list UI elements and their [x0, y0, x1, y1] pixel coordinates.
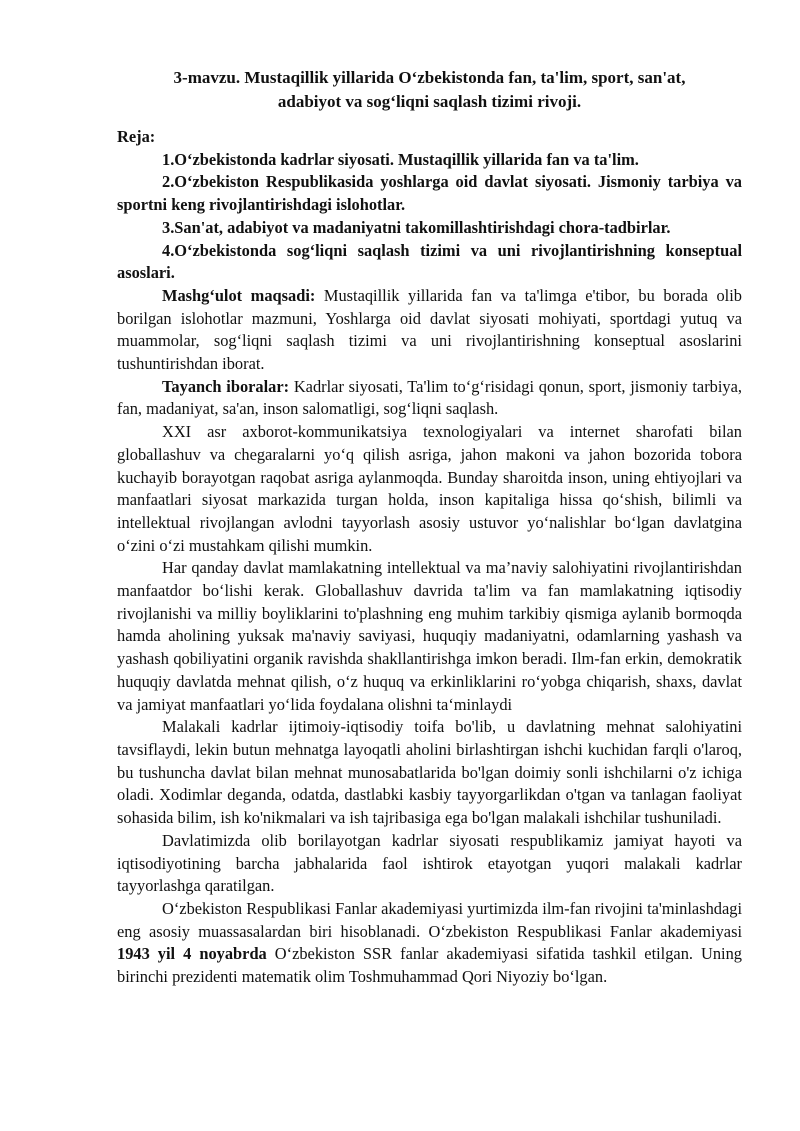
founding-date: 1943 yil 4 noyabrda	[117, 944, 267, 964]
lesson-goal	[117, 285, 742, 376]
plan-item-2: 2.O‘zbekiston Respublikasida yoshlarga oid davlat siyosati. Jismoniy tarbiya va sportni keng rivojlantirishdagi islohotlar.	[117, 172, 742, 215]
keywords	[117, 376, 742, 421]
document-page	[117, 66, 742, 989]
plan-item-3: 3.San'at, adabiyot va madaniyatni takomillashtirishdagi chora-tadbirlar.	[162, 217, 671, 237]
paragraph-4: Davlatimizda olib borilayotgan kadrlar siyosati respublikamiz jamiyat hayoti va iqtisodiyotining barcha jabhalarida faol ishtirok etayotgan yuqori malakali kadrlar tayyorlashga qaratilgan.	[117, 830, 742, 896]
paragraph-5-end: O‘zbekiston SSR fanlar akademiyasi sifatida tashkil etilgan. Uning birinchi prezidenti matematik olim Toshmuhammad Qori Niyoziy bo‘lgan.	[117, 944, 742, 987]
paragraph-1: XXI asr axborot-kommunikatsiya texnologiyalari va internet sharofati bilan globallashuv va chegaralarni yo‘q qilish asriga, jahon makoni va jahon bozorida tobora kuchayib borayotgan raqobat asriga aylanmoqda. Bunday sharoitda inson, uning ehtiyojlari va manfaatlari siyosat markazida turgan holda, inson kapitaliga hissa qo‘shish, bilimli va intellektual rivojlangan avlodni tayyorlash asosiy ustuvor yo‘nalishlar bo‘lgan davlatgina o‘zini o‘zi mustahkam qilishi mumkin.	[117, 422, 742, 555]
paragraph-5-start: O‘zbekiston Respublikasi Fanlar akademiyasi yurtimizda ilm-fan rivojini ta'minlashdagi eng asosiy muassasalardan biri hisoblanadi. O‘zbekiston Respublikasi Fanlar akademiyasi	[117, 898, 742, 941]
paragraph-3: Malakali kadrlar ijtimoiy-iqtisodiy toifa bo'lib, u davlatning mehnat salohiyatini tavsiflaydi, lekin butun mehnatga layoqatli aholini birlashtirgan ishchi kuchidan farqli o'laroq, bu tushuncha davlat bilan mehnat munosabatlarida bo'lgan doimiy sonli ishchilarni o'z ichiga oladi. Xodimlar deganda, odatda, dastlabki kasbiy tayyorgarlikdan o'tgan va tanlagan faoliyat sohasida bilim, ish ko'nikmalari va ish tajribasiga ega bo'lgan malakali ishchilar tushuniladi.	[117, 717, 742, 828]
keywords-text: Kadrlar siyosati, Ta'lim to‘g‘risidagi qonun, sport, jismoniy tarbiya, fan, madaniyat, sa'an, inson salomatligi, sog‘liqni saqlash.	[117, 376, 742, 419]
keywords-label: Tayanch iboralar:	[162, 376, 290, 396]
page-title	[117, 66, 742, 114]
plan-heading: Reja:	[117, 127, 156, 146]
title-line-1: 3-mavzu. Mustaqillik yillarida O‘zbekistonda fan, ta'lim, sport, san'at,	[173, 68, 686, 87]
paragraph-2: Har qanday davlat mamlakatning intellektual va ma’naviy salohiyatini rivojlantirishdan manfaatdor bo‘lishi kerak. Globallashuv davrida ta'lim va fan mamlakatning iqtisodiy rivojlanishi va milliy boyliklarini to'plashning eng muhim tarkibiy qismiga aylanib bormoqda hamda aholining yuksak ma'naviy saviyasi, huquqiy madaniyatni, odamlarning yashash va yashash qobiliyatini organik ravishda shakllantirishga imkon beradi. Ilm-fan erkin, demokratik huquqiy davlatda mehnat qilish, o‘z huquq va erkinliklarini ro‘yobga chiqarish, shaxs, davlat va jamiyat manfaatlari yo‘lida foydalana olishni ta‘minlaydi	[117, 558, 742, 714]
lesson-goal-label: Mashg‘ulot maqsadi:	[162, 285, 316, 305]
plan-item-4: 4.O‘zbekistonda sog‘liqni saqlash tizimi va uni rivojlantirishning konseptual asoslari.	[117, 240, 742, 283]
paragraph-5	[117, 898, 742, 989]
plan-item-1: 1.O‘zbekistonda kadrlar siyosati. Mustaqillik yillarida fan va ta'lim.	[162, 149, 639, 169]
title-line-2: adabiyot va sog‘liqni saqlash tizimi rivoji.	[277, 92, 582, 111]
lesson-goal-text: Mustaqillik yillarida fan va ta'limga e'tibor, bu borada olib borilgan islohotlar mazmuni, Yoshlarga oid davlat siyosati mohiyati, sportdagi yutuq va muammolar, sog‘liqni saqlash tizimi va uni rivojlantirishning konseptual asoslarini tushuntirishdan iborat.	[117, 285, 742, 374]
